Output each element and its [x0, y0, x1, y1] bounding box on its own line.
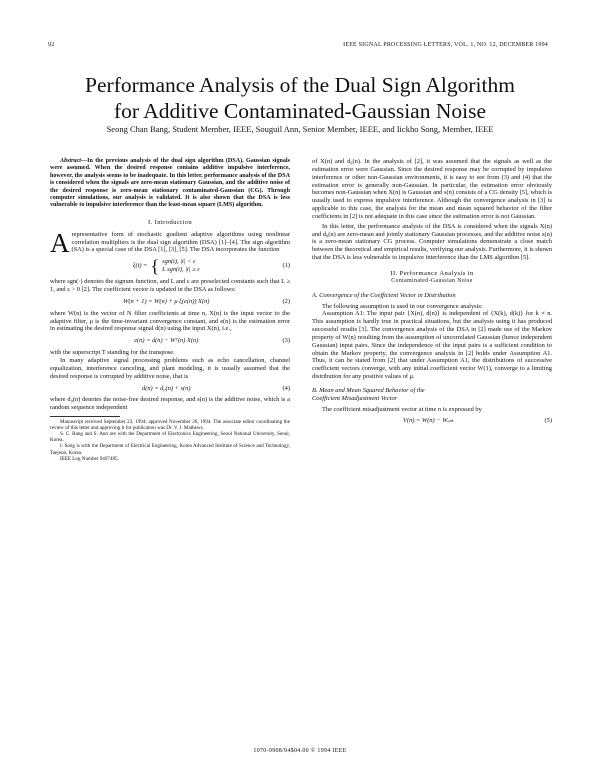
- abstract: [50, 158, 290, 210]
- eq1-brace: {: [150, 256, 160, 277]
- intro-paragraph-4: with the superscript T standing for the transpose.: [50, 349, 175, 357]
- footnote-line-4: IEEE Log Number 9407485.: [60, 455, 119, 462]
- eq1-case-2: L sgn(t), |t| ≥ ε: [162, 266, 200, 274]
- equation-3: [50, 337, 290, 345]
- footnote-line-3: I. Song is with the Department of Electrical Engineering, Korea Advanced Institute of Science and Technology, Taejeon, Korea.: [50, 443, 290, 456]
- eq3-body: e(n) = d(n) − Wᵀ(n) X(n): [134, 337, 199, 345]
- equation-5: [312, 417, 552, 425]
- intro-paragraph-5: In many adaptive signal processing problems such as echo cancellation, channel equalization, interference canceling, and plant modeling, it is usually assumed that the desired response is corrupted by additive noise, that is: [50, 356, 290, 380]
- right-paragraph-2: In this letter, the performance analysis of the DSA is considered when the signals X(n) and d₀(n) are zero-mean and jointly stationary Gaussian processes, and the additive noise s(n) is a zero-mean stationary CG process. Computer simulations demonstrate a close match between the theoretical and empirical results, verifying our analysis. Furthermore, it is shown that the DSA is less vulnerable to impulsive interference than the LMS algorithm [5].: [312, 222, 552, 262]
- eq2-body: W(n + 1) = W(n) + μ ξ(e(n)) X(n): [123, 297, 210, 305]
- eq1-case-1: sgn(t), |t| < ε: [162, 258, 196, 266]
- intro-p1-text: representative form of stochastic gradient adaptive algorithms using nonlinear correlation multipliers is the dual sign algorithm (DSA) [1]–[4]. The sign algorithm (SA) is a special case of the DSA [1], [3], [5]. The DSA incorporates the function: [71, 230, 290, 254]
- eq1-lhs: ξ(t) =: [132, 262, 148, 270]
- footnote-line-1: Manuscript received September 23, 1994; approved November 26, 1994. The associate editor coordinating the review of this letter and approving it for publication was Dr. V. J. Mathews.: [50, 419, 290, 432]
- subsection-b-heading-line-2: Coefficient Misadjustment Vector: [312, 394, 398, 402]
- eq5-number: (5): [544, 417, 552, 425]
- abstract-text: In the previous analysis of the dual sign algorithm (DSA), Gaussian signals were assumed. When the desired response contains additive impulsive interference, however, the analysis seems to be inadequate. In this letter, performance analysis of the DSA is considered when the signals are zero-mean stationary Gaussian, and the additive noise of the desired response is zero-mean stationary contaminated-Gaussian (CG). Through computer simulations, our analysis is validated. It is also shown that the DSA is less vulnerable to impulsive interference than the least-mean square (LMS) algorithm.: [50, 158, 290, 209]
- paper-title: [0, 72, 600, 124]
- eq4-number: (4): [282, 384, 290, 392]
- page-number: 92: [48, 42, 55, 48]
- intro-heading: I. Introduction: [147, 218, 193, 226]
- title-line-1: Performance Analysis of the Dual Sign Algorithm: [85, 73, 515, 97]
- right-paragraph-1: of X(n) and d₀(n). In the analysis of [2], it was assumed that the signals as well as the estimation error were Gaussian. Since the desired response may be corrupted by impulsive interference or other non-Gaussian environments, it is easy to see from (3) and (4) that the estimation error is generally non-Gaussian. In particular, the estimation error obviously becomes non-Gaussian when X(n) is Gaussian and s(n) consists of a CG density [5], which is usually used to express impulsive interference. Although the convergence analysis in [3] is applicable to this case, the analysis for the mean and mean squared behavior of the filter coefficients in [2] is not adequate in this case since the estimation error is not Gaussian.: [312, 158, 552, 220]
- right-column: [312, 158, 552, 429]
- equation-1: [50, 256, 290, 277]
- subsection-a-heading: A. Convergence of the Coefficient Vector in Distribution: [312, 291, 456, 299]
- eq4-body: d(n) = d₀(n) + s(n): [142, 384, 191, 392]
- intro-paragraph-1: [50, 227, 290, 258]
- eq2-number: (2): [282, 297, 290, 305]
- eq1-number: (1): [282, 262, 290, 270]
- authors: Seong Chan Bang, Student Member, IEEE, Souguil Ann, Senior Member, IEEE, and Iickho Song, Member, IEEE: [106, 124, 494, 134]
- intro-paragraph-2: where sgn(·) denotes the signum function, and L and ε are preselected constants such that L ≥ 1, and ε > 0 [2]. The coefficient vector is updated in the DSA as follows:: [50, 278, 290, 294]
- subsection-b-heading-line-1: B. Mean and Mean Squared Behavior of the: [312, 386, 425, 394]
- subsection-a-paragraph-2: Assumption A1: The input pair {X(n), d(n)} is independent of {X(k), d(k)} for k ≠ n. This assumption is hardly true in practical situations, but the analysis using it has produced successful results [3]. The convergence analysis of the DSA in [2] made use of the Markov property of W(n) resulting from the assumption of uncorrelated Gaussian (hence independent Gaussian) input pairs. Since the independence of the input pairs is a sufficient condition to obtain the Markov property, the convergence analysis in [2] holds under Assumption A1. Thus, it can be stated from [2] that under Assumption A1, the distributions of successive coefficient vectors converge, with any initial coefficient vector W(1), converge to a limiting distribution for any positive values of μ.: [312, 310, 552, 381]
- subsection-b-paragraph-1: The coefficient misadjustment vector at time n is expressed by: [322, 405, 482, 413]
- equation-4: [50, 385, 290, 393]
- eq5-body: V(n) = W(n) − Wₒₚₜ: [403, 417, 454, 425]
- section-2-heading-line-1: II. Performance Analysis in: [390, 269, 474, 277]
- abstract-label: Abstract—: [60, 158, 88, 164]
- intro-paragraph-6: where d₀(n) denotes the noise-free desired response, and s(n) is the additive noise, which is a random sequence independent: [50, 396, 290, 412]
- title-line-2: for Additive Contaminated-Gaussian Noise: [114, 99, 486, 123]
- left-column: [50, 158, 290, 462]
- copyright-code: 1070-9908/94$04.00 © 1994 IEEE: [253, 748, 347, 754]
- eq3-number: (3): [282, 337, 290, 345]
- equation-2: [50, 298, 290, 306]
- dropcap: A: [50, 227, 70, 258]
- footnote: [50, 419, 290, 462]
- footnote-rule: [50, 416, 120, 417]
- intro-paragraph-3: where W(n) is the vector of N filter coefficients at time n, X(n) is the input vector to the adaptive filter, μ is the time-invariant convergence constant, and e(n) is the estimation error in estimating the desired response signal d(n) using the input X(n), i.e.,: [50, 309, 290, 333]
- section-2-heading-line-2: Contaminated-Gaussian Noise: [391, 277, 473, 284]
- journal-header: IEEE SIGNAL PROCESSING LETTERS, VOL. 1, NO. 12, DECEMBER 1994: [343, 42, 548, 48]
- subsection-a-paragraph-1: The following assumption is used in our convergence analysis:: [322, 302, 483, 310]
- footnote-line-2: S. C. Bang and S. Ann are with the Department of Electronics Engineering, Seoul National University, Seoul, Korea.: [50, 431, 290, 444]
